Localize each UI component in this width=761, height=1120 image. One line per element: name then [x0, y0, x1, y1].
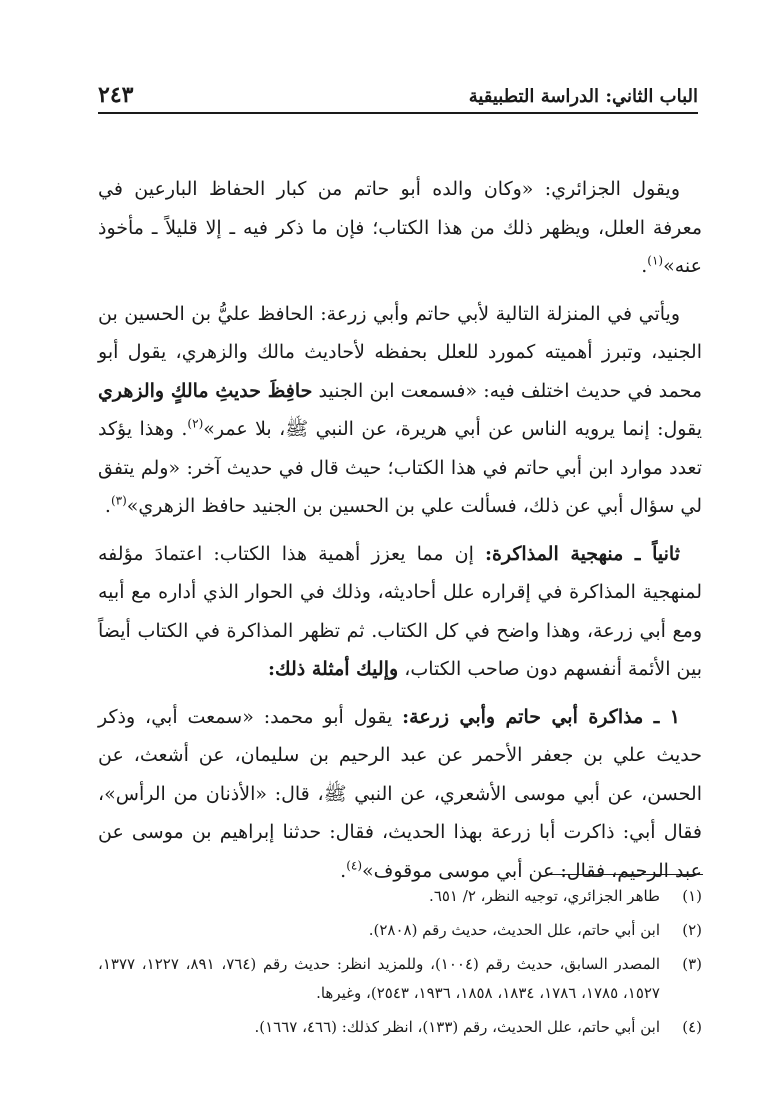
footnote-number: (٤) [682, 1018, 702, 1036]
page-number: ٢٤٣ [98, 82, 134, 108]
footnote-number: (٢) [682, 921, 702, 939]
footnote-item [98, 882, 702, 911]
paragraph-aljazairi-quote [98, 170, 702, 286]
paragraph-text: يقول أبو محمد: «سمعت أبي، وذكر حديث علي بن جعفر الأحمر عن عبد الرحيم بن سليمان، عن أشعث، عن الحسن، عن أبي موسى الأشعري، عن النبي ﷺ، قال: «الأذنان من الرأس»، فقال أبي: ذاكرت أبا زرعة بهذا الحديث، فقال: حدثنا إبراهيم بن موسى عن عبد الرحيم، فقال: عن أبي موسى موقوف» [98, 705, 702, 882]
footnote-ref: (٢) [187, 416, 204, 431]
footnote-ref: (٤) [346, 858, 363, 873]
running-head [98, 82, 698, 114]
footnote-ref: (١) [647, 253, 664, 268]
footnote-item [98, 950, 702, 1008]
paragraph-example-one [98, 698, 702, 891]
paragraph-text: . وهذا يؤكد تعدد موارد ابن أبي حاتم في هذا الكتاب؛ حيث قال في حديث آخر: «ولم يتفق لي سؤال أبي عن ذلك، فسألت علي بن الحسين بن الجنيد حافظ الزهري» [98, 418, 702, 517]
bold-phrase: وإليك أمثلة ذلك: [267, 658, 399, 680]
footnote-item [98, 1013, 702, 1042]
paragraph-ibn-aljunayd [98, 295, 702, 526]
footnote-text: طاهر الجزائري، توجيه النظر، ٢/ ٦٥١. [429, 887, 660, 905]
paragraph-text: . [641, 255, 648, 277]
footnote-text: ابن أبي حاتم، علل الحديث، حديث رقم (٢٨٠٨). [368, 921, 660, 939]
footnote-ref: (٣) [110, 493, 127, 508]
section-heading: ثانياً ـ منهجية المذاكرة: [484, 542, 681, 565]
footnote-separator [549, 874, 703, 875]
paragraph-text: . [340, 859, 347, 882]
paragraph-text: إن مما يعزز أهمية هذا الكتاب: اعتمادَ مؤلفه لمنهجية المذاكرة في إقراره علل أحاديثه، وذلك في الحوار الذي أداره مع أبيه ومع أبي زرعة، وهذا واضح في كل الكتاب. ثم تظهر المذاكرة في الكتاب أيضاً بين الأئمة أنفسهم دون صاحب الكتاب، [98, 542, 702, 680]
body-text [98, 170, 702, 890]
footnote-text: ابن أبي حاتم، علل الحديث، رقم (١٣٣)، انظر كذلك: (٤٦٦، ١٦٦٧). [254, 1018, 660, 1036]
paragraph-methodology [98, 535, 702, 689]
footnote-number: (١) [682, 887, 702, 905]
paragraph-text: . [104, 495, 111, 517]
footnote-number: (٣) [682, 955, 702, 973]
footnote-text: المصدر السابق، حديث رقم (١٠٠٤)، وللمزيد انظر: حديث رقم (٧٦٤، ٨٩١، ١٢٢٧، ١٣٧٧، ١٥٢٧، ١٧٨٥، ١٧٨٦، ١٨٣٤، ١٨٥٨، ١٩٣٦، ٢٥٤٣)، وغيرها. [98, 955, 661, 1002]
paragraph-text: ويأتي في المنزلة التالية لأبي حاتم وأبي زرعة: الحافظ عليُّ بن الحسين بن الجنيد، وتبرز أهميته كمورد للعلل بحفظه لأحاديث مالك والزهري، يقول أبو محمد في حديث اختلف فيه: «فسمعت ابن الجنيد [98, 302, 703, 402]
chapter-title: الباب الثاني: الدراسة التطبيقية [468, 86, 698, 107]
paragraph-text: ويقول الجزائري: «وكان والده أبو حاتم من كبار الحفاظ البارعين في معرفة العلل، ويظهر ذلك من هذا الكتاب؛ فإن ما ذكر فيه ـ إلا قليلاً ـ مأخوذ عنه» [98, 178, 702, 277]
bold-phrase: حافِظَ حديثِ مالكٍ والزهري [98, 379, 313, 402]
footnote-item [98, 916, 702, 945]
footnotes [98, 882, 702, 1047]
paragraph-text: يقول: إنما يرويه الناس عن أبي هريرة، عن النبي ﷺ، بلا عمر» [203, 418, 703, 440]
example-heading: ١ ـ مذاكرة أبي حاتم وأبي زرعة: [402, 705, 680, 728]
